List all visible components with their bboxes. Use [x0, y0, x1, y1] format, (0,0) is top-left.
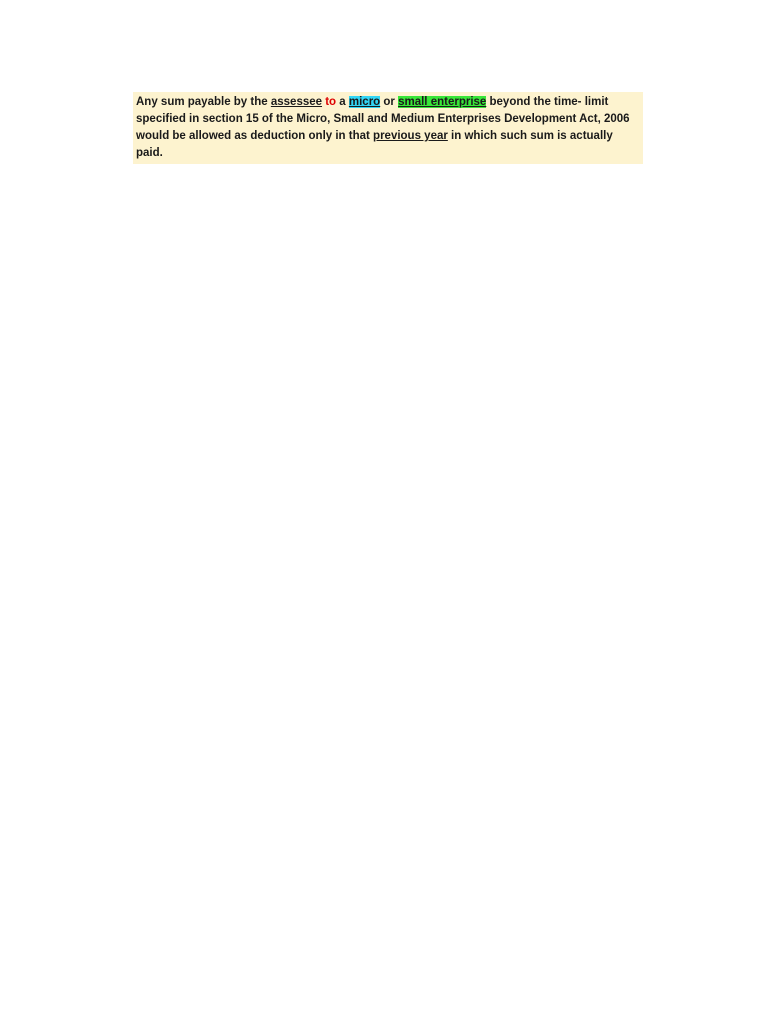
heading-to: to [322, 96, 340, 108]
highlighted-rule-paragraph [133, 92, 643, 164]
heading-text-3: in which such sum is actually paid. [136, 130, 613, 159]
heading-previous-year: previous year [373, 130, 448, 142]
heading-small-enterprise: small enterprise [398, 96, 487, 108]
deduction-rule-heading [133, 92, 643, 164]
heading-text-1: Any sum payable by the [136, 96, 271, 108]
heading-micro: micro [348, 96, 381, 108]
heading-text-2: beyond the time- limit specified in section 15 of the Micro, Small and Medium Enterprises Development Act, 2006 would be allowed as deduction only in that [136, 96, 630, 142]
heading-or: or [380, 96, 399, 108]
heading-assessee: assessee [270, 96, 323, 108]
heading-a: a [339, 96, 349, 108]
